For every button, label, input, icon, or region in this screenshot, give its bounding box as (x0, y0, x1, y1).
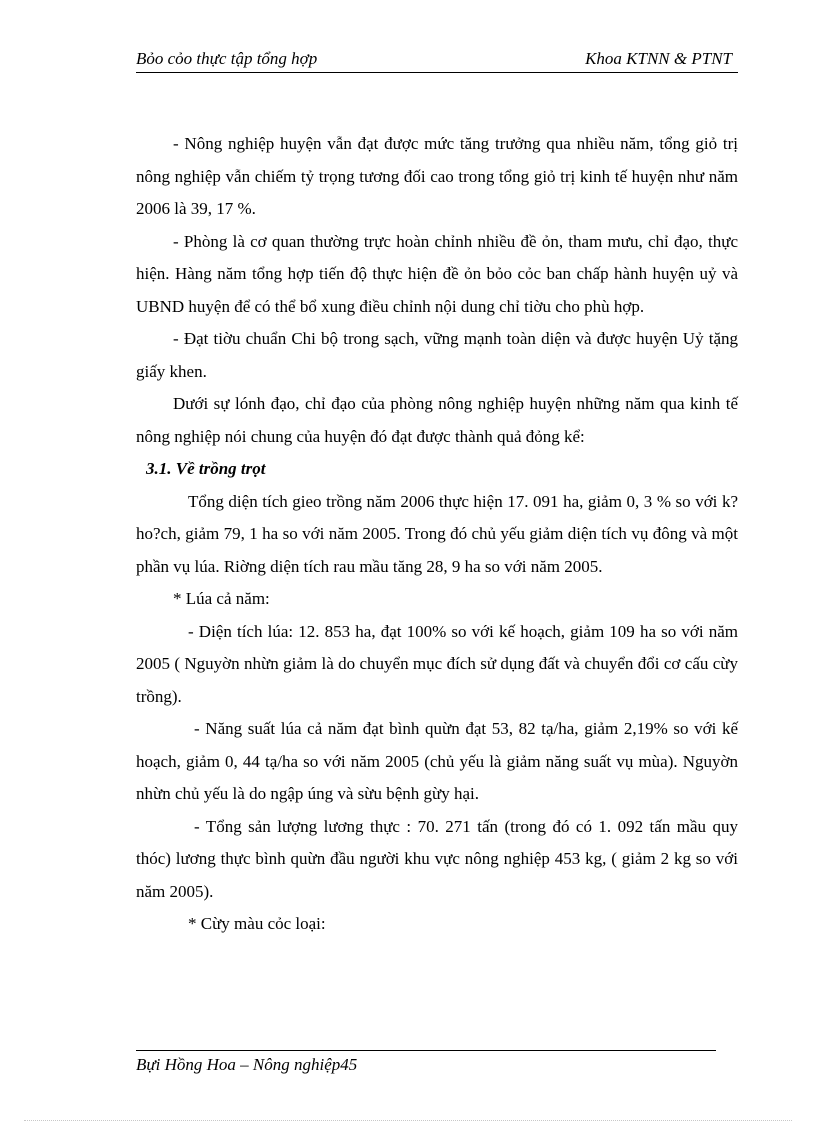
paragraph: - Nông nghiệp huyện vẫn đạt được mức tăng trưởng qua nhiều năm, tổng giỏ trị nông nghiệp vẫn chiếm tỷ trọng tương đối cao trong tổng giỏ trị kinh tế huyện như năm 2006 là 39, 17 %. (136, 134, 738, 218)
page-break-line (24, 1120, 792, 1121)
paragraph: - Năng suất lúa cả năm đạt bình quừn đạt 53, 82 tạ/ha, giảm 2,19% so với kế hoạch, giảm 0, 44 tạ/ha so với năm 2005 (chủ yếu là giảm năng suất vụ mùa). Nguyờn nhừn chủ yếu là do ngập úng và sừu bệnh gừy hại. (136, 719, 738, 803)
paragraph: - Diện tích lúa: 12. 853 ha, đạt 100% so với kế hoạch, giảm 109 ha so với năm 2005 ( Nguyờn nhừn giảm là do chuyển mục đích sử dụng đất và chuyển đổi cơ cấu cừy trồng). (136, 621, 738, 706)
header-title: Bỏo cỏo thực tập tổng hợp (136, 49, 318, 68)
footer-divider (136, 1050, 716, 1051)
paragraph: Dưới sự lónh đạo, chỉ đạo của phòng nông nghiệp huyện những năm qua kinh tế nông nghiệp nói chung của huyện đó đạt được thành quả đỏng kể: (136, 394, 738, 446)
paragraph: - Phòng là cơ quan thường trực hoàn chỉnh nhiều đề ỏn, tham mưu, chỉ đạo, thực hiện. Hàng năm tổng hợp tiến độ thực hiện đề ỏn bỏo cỏc ban chấp hành huyện uỷ và UBND huyện để có thể bổ xung điều chỉnh nội dung chỉ tiờu cho phù hợp. (136, 231, 738, 316)
page-footer: Bựi Hồng Hoa – Nông nghiệp45 (136, 1055, 358, 1074)
page-header (136, 46, 738, 73)
section-heading: 3.1. Về trồng trọt (146, 459, 266, 478)
subheading: * Cừy màu cỏc loại: (188, 914, 326, 933)
paragraph: - Tổng sản lượng lương thực : 70. 271 tấn (trong đó có 1. 092 tấn mầu quy thóc) lương thực bình quừn đầu người khu vực nông nghiệp 453 kg, ( giảm 2 kg so với năm 2005). (136, 816, 738, 901)
header-department: Khoa KTNN & PTNT (585, 49, 732, 68)
document-body (136, 128, 738, 941)
subheading: * Lúa cả năm: (173, 589, 270, 608)
paragraph: - Đạt tiờu chuẩn Chi bộ trong sạch, vững mạnh toàn diện và được huyện Uỷ tặng giấy khen. (136, 329, 738, 381)
paragraph: Tổng diện tích gieo trồng năm 2006 thực hiện 17. 091 ha, giảm 0, 3 % so với k? ho?ch, giảm 79, 1 ha so với năm 2005. Trong đó chủ yếu giảm diện tích vụ đông và một phần vụ lúa. Riờng diện tích rau mầu tăng 28, 9 ha so với năm 2005. (136, 491, 738, 576)
